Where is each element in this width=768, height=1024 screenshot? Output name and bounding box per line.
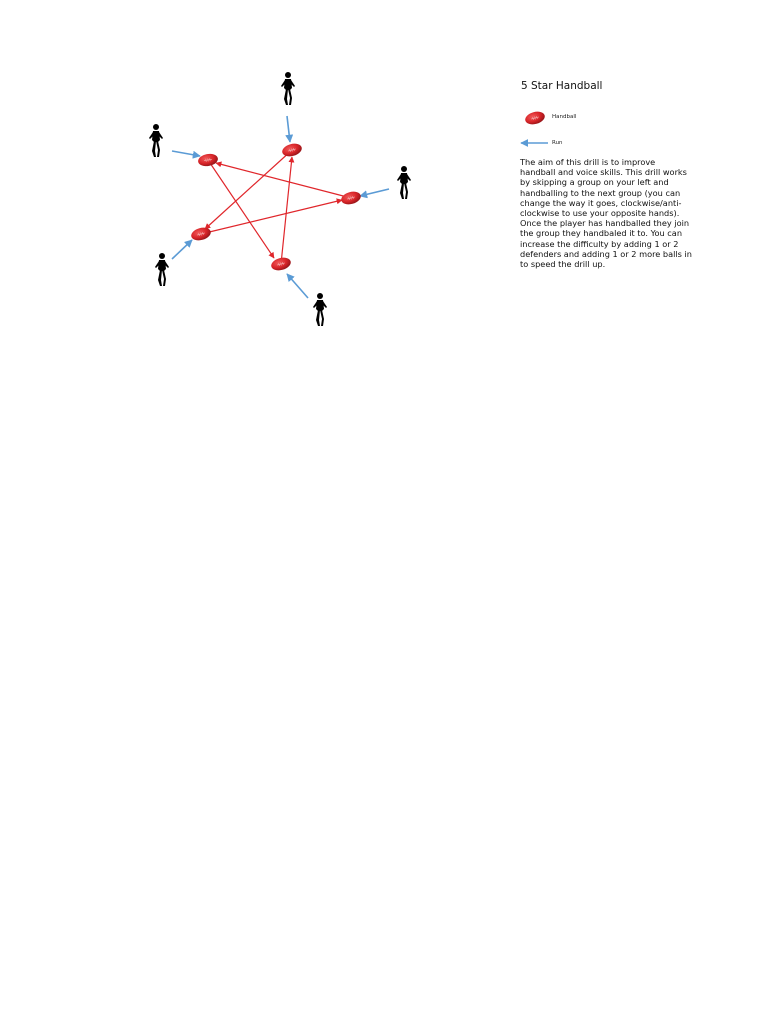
balls xyxy=(190,142,362,273)
run-arrow xyxy=(172,151,200,156)
players xyxy=(149,72,411,326)
football-icon xyxy=(270,256,292,273)
running-player-icon xyxy=(155,253,169,286)
run-arrow xyxy=(287,116,290,142)
run-arrow xyxy=(172,240,192,259)
run-arrows xyxy=(172,116,389,298)
pass-arrow xyxy=(205,150,292,229)
running-player-icon xyxy=(397,166,411,199)
pass-arrow xyxy=(201,200,342,234)
drill-description: The aim of this drill is to improve handball and voice skills. This drill works by skipping a group on your left and handballing to the next group (you can change the way it goes, clockwise/anti-clockwise to use your opposite hands). Once the player has handballed they join the group they handbaled it to. You can increase the difficulty by adding 1 or 2 defenders and adding 1 or 2 more balls in to speed the drill up. xyxy=(520,157,693,270)
pass-arrow xyxy=(281,157,292,264)
football-icon xyxy=(190,226,212,243)
football-icon xyxy=(197,152,219,167)
running-player-icon xyxy=(281,72,295,105)
run-arrow xyxy=(287,274,308,298)
football-icon xyxy=(340,190,362,207)
pass-arrow xyxy=(216,163,351,198)
running-player-icon xyxy=(149,124,163,157)
legend-handball-label: Handball xyxy=(552,114,577,120)
page-title: 5 Star Handball xyxy=(521,80,603,92)
legend xyxy=(521,110,548,143)
run-arrow xyxy=(360,189,389,196)
pass-arrows xyxy=(201,150,351,264)
legend-run-label: Run xyxy=(552,140,563,146)
football-icon xyxy=(524,110,546,127)
running-player-icon xyxy=(313,293,327,326)
football-icon xyxy=(281,142,303,159)
